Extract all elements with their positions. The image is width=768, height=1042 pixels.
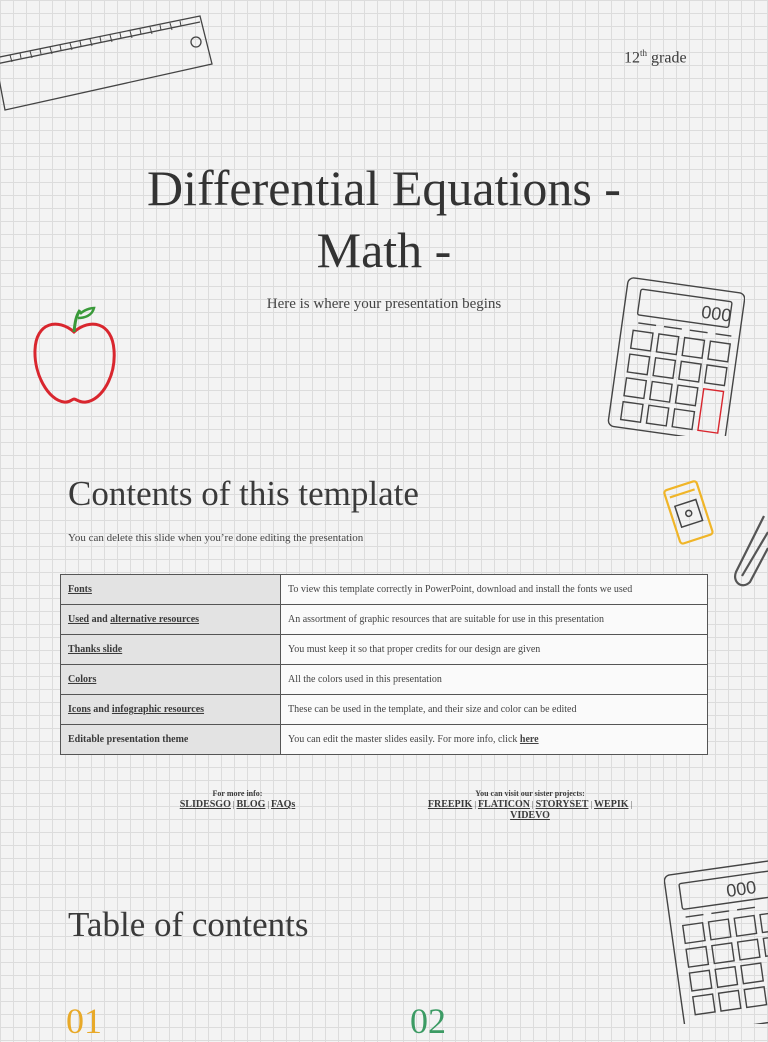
table-value: These can be used in the template, and their size and color can be edited [281, 695, 708, 725]
svg-text:000: 000 [724, 877, 758, 902]
table-value [281, 725, 708, 755]
contents-title: Contents of this template [68, 474, 419, 513]
editable-theme-text: You can edit the master slides easily. For more info, click [288, 734, 520, 745]
table-row [61, 605, 708, 635]
presentation-title [0, 157, 768, 281]
resources-table [60, 574, 708, 755]
separator: | [472, 800, 478, 809]
alternative-resources-link[interactable]: alternative resources [110, 614, 200, 625]
fonts-link[interactable]: Fonts [68, 584, 92, 595]
grade-label [624, 48, 687, 67]
apple-icon [28, 304, 120, 408]
storyset-link[interactable]: STORYSET [535, 799, 589, 810]
table-row [61, 725, 708, 755]
used-link[interactable]: Used [68, 614, 90, 625]
table-key [61, 575, 281, 605]
pencil-sharpener-icon [660, 474, 720, 554]
sister-projects-block [405, 788, 655, 821]
grade-number: 12 [624, 49, 640, 67]
table-key [61, 665, 281, 695]
table-key [61, 605, 281, 635]
freepik-link[interactable]: FREEPIK [427, 799, 473, 810]
svg-text:000: 000 [700, 301, 733, 326]
table-value: To view this template correctly in PowerPoint, download and install the fonts we used [281, 575, 708, 605]
table-key [61, 695, 281, 725]
title-line-2: Math - [316, 222, 452, 278]
slidesgo-link[interactable]: SLIDESGO [179, 799, 231, 810]
blog-link[interactable]: BLOG [236, 799, 266, 810]
calculator-icon [664, 856, 768, 1024]
faqs-link[interactable]: FAQs [271, 799, 296, 810]
table-row [61, 665, 708, 695]
separator: | [628, 800, 633, 809]
colors-link[interactable]: Colors [68, 674, 97, 685]
toc-number-02: 02 [410, 1001, 446, 1041]
more-info-block [150, 788, 325, 810]
table-key [61, 635, 281, 665]
infographic-resources-link[interactable]: infographic resources [111, 704, 205, 715]
grade-word: grade [651, 49, 687, 67]
table-row [61, 575, 708, 605]
flaticon-link[interactable]: FLATICON [477, 799, 530, 810]
toc-title: Table of contents [68, 905, 309, 944]
sister-projects-heading: You can visit our sister projects: [475, 789, 585, 798]
videvo-link[interactable]: VIDEVO [510, 810, 550, 821]
table-key: Editable presentation theme [61, 725, 281, 755]
wepik-link[interactable]: WEPIK [594, 799, 629, 810]
separator: | [265, 800, 271, 809]
grade-suffix: th [640, 48, 648, 58]
presentation-subtitle: Here is where your presentation begins [266, 296, 502, 312]
here-link[interactable]: here [519, 734, 539, 745]
table-row [61, 695, 708, 725]
thanks-slide-link[interactable]: Thanks slide [68, 644, 123, 655]
table-value: You must keep it so that proper credits for our design are given [281, 635, 708, 665]
title-line-1: Differential Equations - [147, 160, 621, 216]
icons-link[interactable]: Icons [68, 704, 91, 715]
and-text: and [89, 614, 111, 625]
table-value: All the colors used in this presentation [281, 665, 708, 695]
separator: | [588, 800, 595, 809]
and-text: and [90, 704, 112, 715]
more-info-heading: For more info: [212, 789, 263, 798]
paperclip-icon [724, 510, 768, 594]
table-row [61, 635, 708, 665]
table-value: An assortment of graphic resources that are suitable for use in this presentation [281, 605, 708, 635]
separator: | [530, 800, 536, 809]
contents-subtitle: You can delete this slide when you’re done editing the presentation [68, 532, 364, 544]
separator: | [230, 800, 237, 809]
calculator-icon [600, 276, 745, 436]
toc-number-01: 01 [66, 1001, 102, 1041]
ruler-icon [0, 6, 215, 116]
